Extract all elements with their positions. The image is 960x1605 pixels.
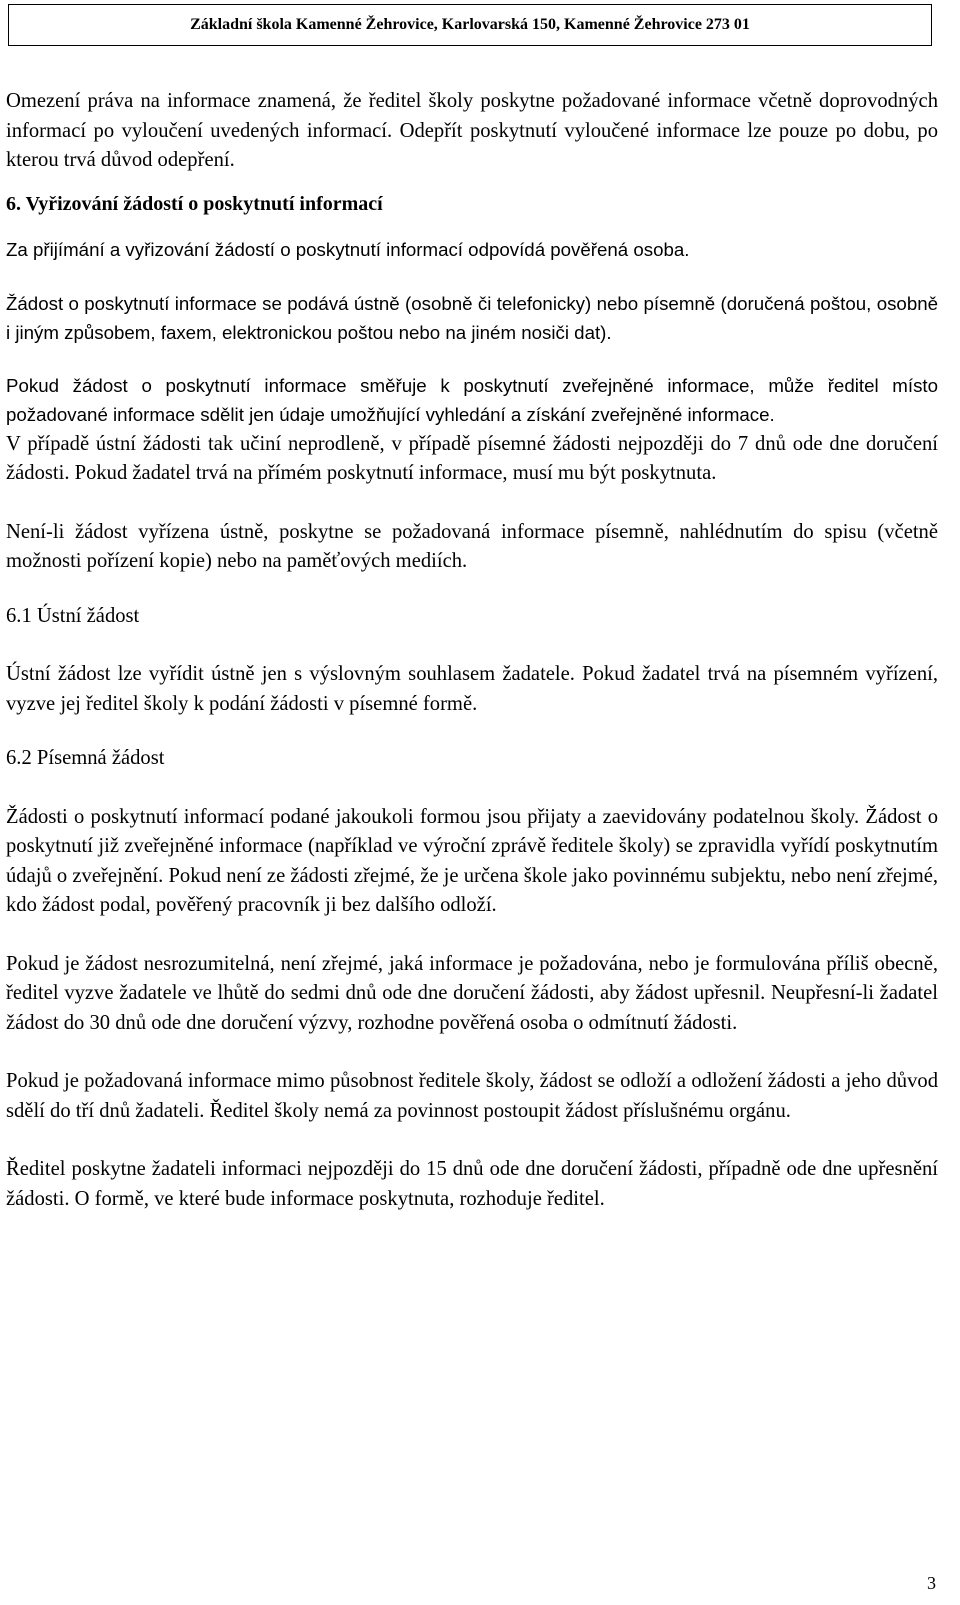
paragraph: Ústní žádost lze vyřídit ústně jen s výslovným souhlasem žadatele. Pokud žadatel trvá na písemném vyřízení, vyzve jej ředitel školy k podání žádosti v písemné formě. <box>6 663 938 715</box>
page-header <box>8 4 932 46</box>
paragraph: Za přijímání a vyřizování žádostí o poskytnutí informací odpovídá pověřená osoba. <box>6 239 690 260</box>
paragraph: Ředitel poskytne žadateli informaci nejpozději do 15 dnů ode dne doručení žádosti, případně ode dne upřesnění žádosti. O formě, ve které bude informace poskytnuta, rozhoduje ředitel. <box>6 1158 938 1210</box>
document-body <box>6 87 938 1214</box>
paragraph: Omezení práva na informace znamená, že ředitel školy poskytne požadované informace včetně doprovodných informací po vyloučení uvedených informací. Odepřít poskytnutí vyloučené informace lze pouze po dobu, po kterou trvá důvod odepření. <box>6 90 938 171</box>
paragraph: Žádosti o poskytnutí informací podané jakoukoli formou jsou přijaty a zaevidovány podatelnou školy. Žádost o poskytnutí již zveřejněné informace (například ve výroční zprávě ředitele školy) se zpravidla vyřídí poskytnutím údajů o zveřejnění. Pokud není ze žádosti zřejmé, že je určena škole jako povinnému subjektu, nebo není zřejmé, kdo žádost podal, pověřený pracovník ji bez dalšího odloží. <box>6 805 938 916</box>
header-title: Základní škola Kamenné Žehrovice, Karlovarská 150, Kamenné Žehrovice 273 01 <box>190 16 750 33</box>
paragraph: Pokud žádost o poskytnutí informace směřuje k poskytnutí zveřejněné informace, může ředitel místo požadované informace sdělit jen údaje umožňující vyhledání a získání zveřejněné informace. <box>6 374 938 425</box>
paragraph: Žádost o poskytnutí informace se podává ústně (osobně či telefonicky) nebo písemně (doručená poštou, osobně i jiným způsobem, faxem, elektronickou poštou nebo na jiném nosiči dat). <box>6 292 938 343</box>
paragraph: Není-li žádost vyřízena ústně, poskytne se požadovaná informace písemně, nahlédnutím do spisu (včetně možnosti pořízení kopie) nebo na paměťových mediích. <box>6 520 938 572</box>
paragraph: Pokud je požadovaná informace mimo působnost ředitele školy, žádost se odloží a odložení žádosti a jeho důvod sdělí do tří dnů žadateli. Ředitel školy nemá za povinnost postoupit žádost příslušnému orgánu. <box>6 1070 938 1122</box>
section-heading: 6.1 Ústní žádost <box>6 604 140 627</box>
section-heading: 6. Vyřizování žádostí o poskytnutí informací <box>6 192 383 215</box>
paragraph: V případě ústní žádosti tak učiní neprodleně, v případě písemné žádosti nejpozději do 7 dnů ode dne doručení žádosti. Pokud žadatel trvá na přímém poskytnutí informace, musí mu být poskytnuta. <box>6 432 938 484</box>
section-heading: 6.2 Písemná žádost <box>6 747 165 769</box>
paragraph: Pokud je žádost nesrozumitelná, není zřejmé, jaká informace je požadována, nebo je formulována příliš obecně, ředitel vyzve žadatele ve lhůtě do sedmi dnů ode dne doručení žádosti, aby žádost upřesnil. Neupřesní-li žadatel žádost do 30 dnů ode dne doručení výzvy, rozhodne pověřená osoba o odmítnutí žádosti. <box>6 952 938 1034</box>
page-number: 3 <box>927 1573 936 1593</box>
